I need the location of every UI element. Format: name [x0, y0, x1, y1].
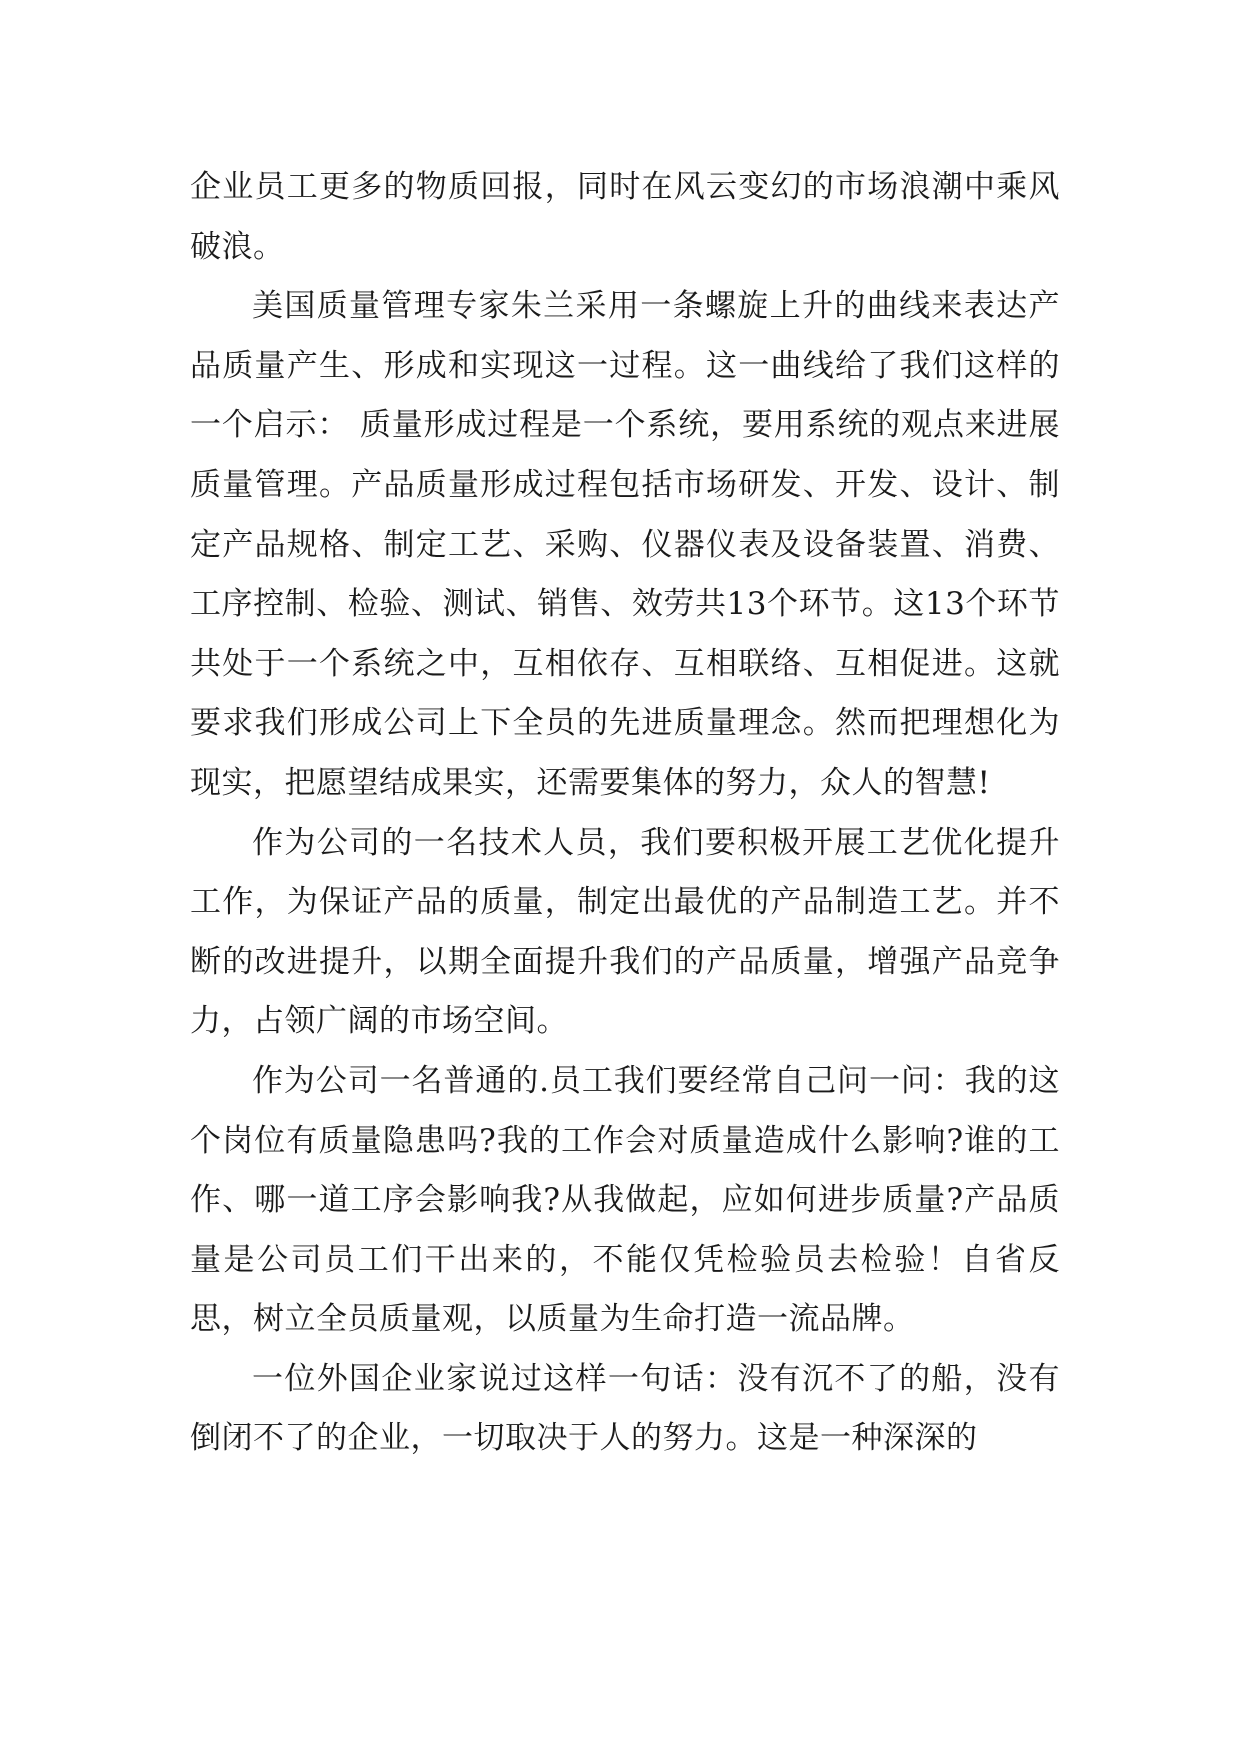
paragraph-1: 企业员工更多的物质回报，同时在风云变幻的市场浪潮中乘风破浪。 [190, 169, 1060, 265]
paragraph-2: 美国质量管理专家朱兰采用一条螺旋上升的曲线来表达产品质量产生、形成和实现这一过程。这一曲线给了我们这样的一个启示： 质量形成过程是一个系统，要用系统的观点来进展质量管理。产品质量形成过程包括市场研发、开发、设计、制定产品规格、制定工艺、采购、仪器仪表及设备装置、消费、工序控制、检验、测试、销售、效劳共13个环节。这13个环节共处于一个系统之中，互相依存、互相联络、互相促进。这就要求我们形成公司上下全员的先进质量理念。然而把理想化为现实，把愿望结成果实，还需要集体的努力，众人的智慧! [190, 288, 1060, 801]
paragraph-5: 一位外国企业家说过这样一句话：没有沉不了的船，没有倒闭不了的企业，一切取决于人的努力。这是一种深深的 [190, 1360, 1060, 1457]
paragraph-4: 作为公司一名普通的.员工我们要经常自己问一问：我的这个岗位有质量隐患吗?我的工作会对质量造成什么影响?谁的工作、哪一道工序会影响我?从我做起，应如何进步质量?产品质量是公司员工们干出来的，不能仅凭检验员去检验！自省反思，树立全员质量观，以质量为生命打造一流品牌。 [190, 1062, 1060, 1338]
body-text [190, 158, 1060, 1469]
paragraph-3: 作为公司的一名技术人员，我们要积极开展工艺优化提升工作，为保证产品的质量，制定出最优的产品制造工艺。并不断的改进提升，以期全面提升我们的产品质量，增强产品竞争力，占领广阔的市场空间。 [190, 824, 1060, 1040]
